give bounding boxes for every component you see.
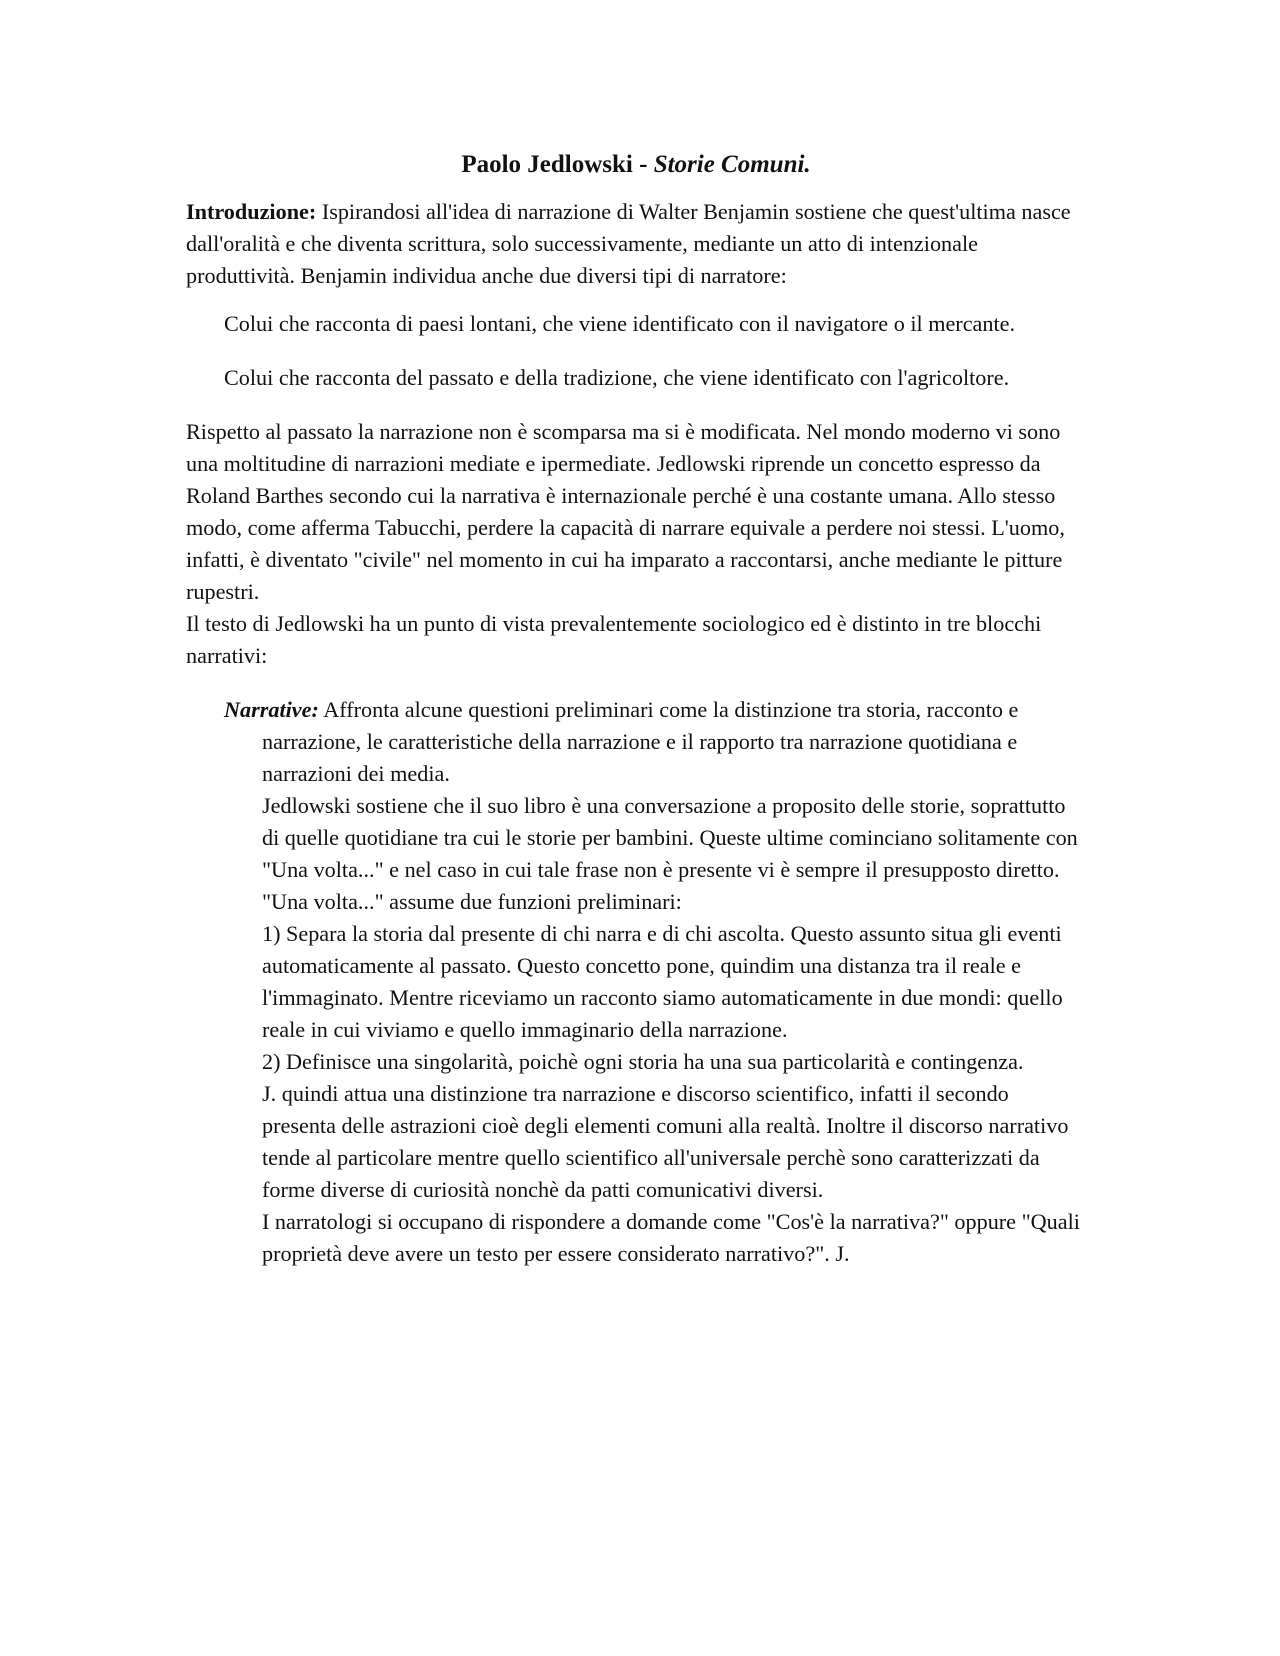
- body-paragraph: Rispetto al passato la narrazione non è scomparsa ma si è modificata. Nel mondo moderno vi sono una moltitudine di narrazioni mediate e ipermediate. Jedlowski riprende un concetto espresso da Roland Barthes secondo cui la narrativa è internazionale perché è una costante umana. Allo stesso modo, come afferma Tabucchi, perdere la capacità di narrare equivale a perdere noi stessi. L'uomo, infatti, è diventato "civile" nel momento in cui ha imparato a raccontarsi, anche mediante le pitture rupestri.: [186, 419, 1065, 604]
- body-paragraph: Il testo di Jedlowski ha un punto di vista prevalentemente sociologico ed è distinto in tre blocchi narrativi:: [186, 611, 1042, 668]
- block-line: Jedlowski sostiene che il suo libro è una conversazione a proposito delle storie, soprattutto di quelle quotidiane tra cui le storie per bambini. Queste ultime cominciano solitamente con "Una volta..." e nel caso in cui tale frase non è presente vi è sempre il presupposto diretto. "Una volta..." assume due funzioni preliminari:: [262, 793, 1078, 914]
- document-title: [186, 148, 1086, 182]
- block-intro-text: Affronta alcune questioni preliminari come la distinzione tra storia, racconto e narrazione, le caratteristiche della narrazione e il rapporto tra narrazione quotidiana e narrazioni dei media.: [262, 697, 1019, 786]
- document-page: [186, 148, 1086, 1270]
- narrative-block: [224, 694, 1086, 1270]
- title-author: Paolo Jedlowski -: [461, 151, 654, 178]
- narrator-type-item: Colui che racconta del passato e della tradizione, che viene identificato con l'agricoltore.: [224, 365, 1010, 390]
- block-label: Narrative:: [224, 697, 319, 722]
- block-intro: [224, 694, 1086, 790]
- intro-text: Ispirandosi all'idea di narrazione di Walter Benjamin sostiene che quest'ultima nasce dall'oralità e che diventa scrittura, solo successivamente, mediante un atto di intenzionale produttività. Benjamin individua anche due diversi tipi di narratore:: [186, 199, 1071, 288]
- intro-paragraph: [186, 196, 1086, 292]
- block-line: I narratologi si occupano di rispondere a domande come "Cos'è la narrativa?" oppure "Quali proprietà deve avere un testo per essere considerato narrativo?". J.: [262, 1209, 1080, 1266]
- title-work: Storie Comuni.: [653, 151, 811, 178]
- block-line: J. quindi attua una distinzione tra narrazione e discorso scientifico, infatti il secondo presenta delle astrazioni cioè degli elementi comuni alla realtà. Inoltre il discorso narrativo tende al particolare mentre quello scientifico all'universale perchè sono caratterizzati da forme diverse di curiosità nonchè da patti comunicativi diversi.: [262, 1081, 1069, 1202]
- narrator-type-item: Colui che racconta di paesi lontani, che viene identificato con il navigatore o il mercante.: [224, 311, 1016, 336]
- block-line: 2) Definisce una singolarità, poichè ogni storia ha una sua particolarità e contingenza.: [262, 1049, 1024, 1074]
- block-line: 1) Separa la storia dal presente di chi narra e di chi ascolta. Questo assunto situa gli eventi automaticamente al passato. Questo concetto pone, quindim una distanza tra il reale e l'immaginato. Mentre riceviamo un racconto siamo automaticamente in due mondi: quello reale in cui viviamo e quello immaginario della narrazione.: [262, 921, 1063, 1042]
- intro-label: Introduzione:: [186, 199, 317, 224]
